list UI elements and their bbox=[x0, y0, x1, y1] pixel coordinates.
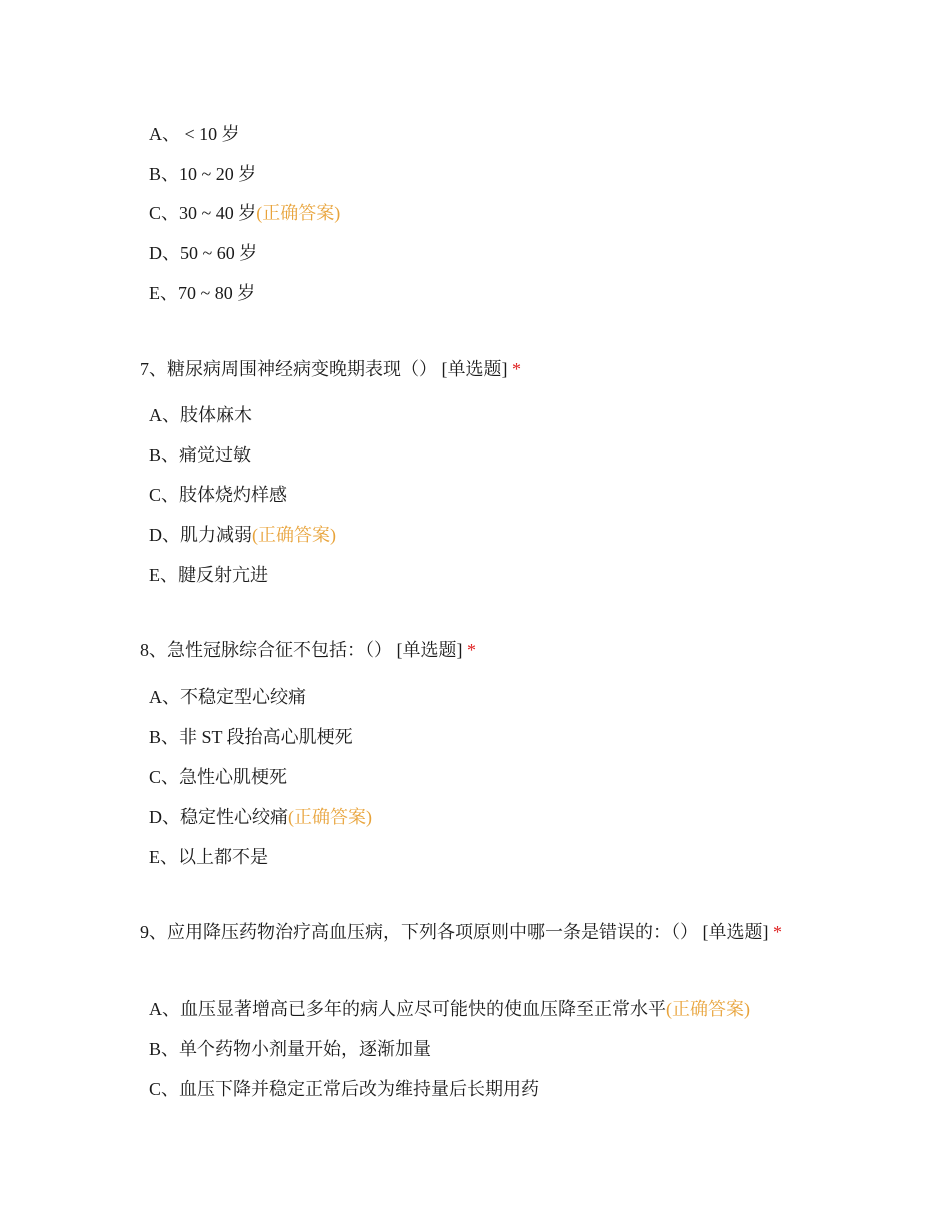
q7-option-c bbox=[149, 483, 287, 507]
q9-question bbox=[140, 916, 820, 948]
option-text: E、70 ~ 80 岁 bbox=[149, 283, 256, 303]
correct-answer-marker: (正确答案) bbox=[256, 203, 341, 223]
correct-answer-marker: (正确答案) bbox=[288, 807, 372, 827]
option-text: B、10 ~ 20 岁 bbox=[149, 164, 257, 184]
option-text: D、稳定性心绞痛 bbox=[149, 807, 288, 827]
q8-option-a bbox=[149, 685, 306, 709]
q6-option-d bbox=[149, 241, 257, 265]
q9-option-c bbox=[149, 1077, 539, 1101]
q8-option-c bbox=[149, 765, 287, 789]
option-text: B、非 ST 段抬高心肌梗死 bbox=[149, 727, 353, 747]
q7-question bbox=[140, 353, 820, 385]
required-marker: * bbox=[773, 922, 782, 942]
q6-option-b bbox=[149, 162, 256, 186]
option-text: B、痛觉过敏 bbox=[149, 445, 252, 465]
q8-option-e bbox=[149, 845, 268, 869]
option-text: D、肌力减弱 bbox=[149, 525, 252, 545]
option-text: A、肢体麻木 bbox=[149, 405, 252, 425]
q8-option-d bbox=[149, 805, 372, 829]
correct-answer-marker: (正确答案) bbox=[252, 525, 336, 545]
q7-option-b bbox=[149, 443, 251, 467]
option-text: C、血压下降并稳定正常后改为维持量后长期用药 bbox=[149, 1079, 540, 1099]
q6-option-a bbox=[149, 122, 240, 146]
q8-option-b bbox=[149, 725, 353, 749]
option-text: A、血压显著增高已多年的病人应尽可能快的使血压降至正常水平 bbox=[149, 999, 666, 1019]
question-text: 9、应用降压药物治疗高血压病，下列各项原则中哪一条是错误的：（） [单选题] bbox=[140, 922, 769, 942]
option-text: A、不稳定型心绞痛 bbox=[149, 687, 306, 707]
q7-option-a bbox=[149, 403, 252, 427]
option-text: E、腱反射亢进 bbox=[149, 565, 268, 585]
option-text: C、急性心肌梗死 bbox=[149, 767, 288, 787]
q9-option-b bbox=[149, 1037, 431, 1061]
q9-option-a bbox=[149, 997, 750, 1021]
correct-answer-marker: (正确答案) bbox=[666, 999, 750, 1019]
option-text: A、 < 10 岁 bbox=[149, 124, 240, 144]
q7-option-d bbox=[149, 523, 336, 547]
q6-option-c bbox=[149, 201, 340, 225]
required-marker: * bbox=[512, 359, 521, 379]
q8-question bbox=[140, 634, 820, 666]
q7-option-e bbox=[149, 563, 268, 587]
required-marker: * bbox=[467, 640, 476, 660]
question-text: 7、糖尿病周围神经病变晚期表现（） [单选题] bbox=[140, 359, 508, 379]
q6-option-e bbox=[149, 281, 255, 305]
question-text: 8、急性冠脉综合征不包括：（） [单选题] bbox=[140, 640, 463, 660]
option-text: C、肢体烧灼样感 bbox=[149, 485, 288, 505]
option-text: E、以上都不是 bbox=[149, 847, 268, 867]
option-text: D、50 ~ 60 岁 bbox=[149, 243, 258, 263]
option-text: B、单个药物小剂量开始，逐渐加量 bbox=[149, 1039, 432, 1059]
option-text: C、30 ~ 40 岁 bbox=[149, 203, 257, 223]
